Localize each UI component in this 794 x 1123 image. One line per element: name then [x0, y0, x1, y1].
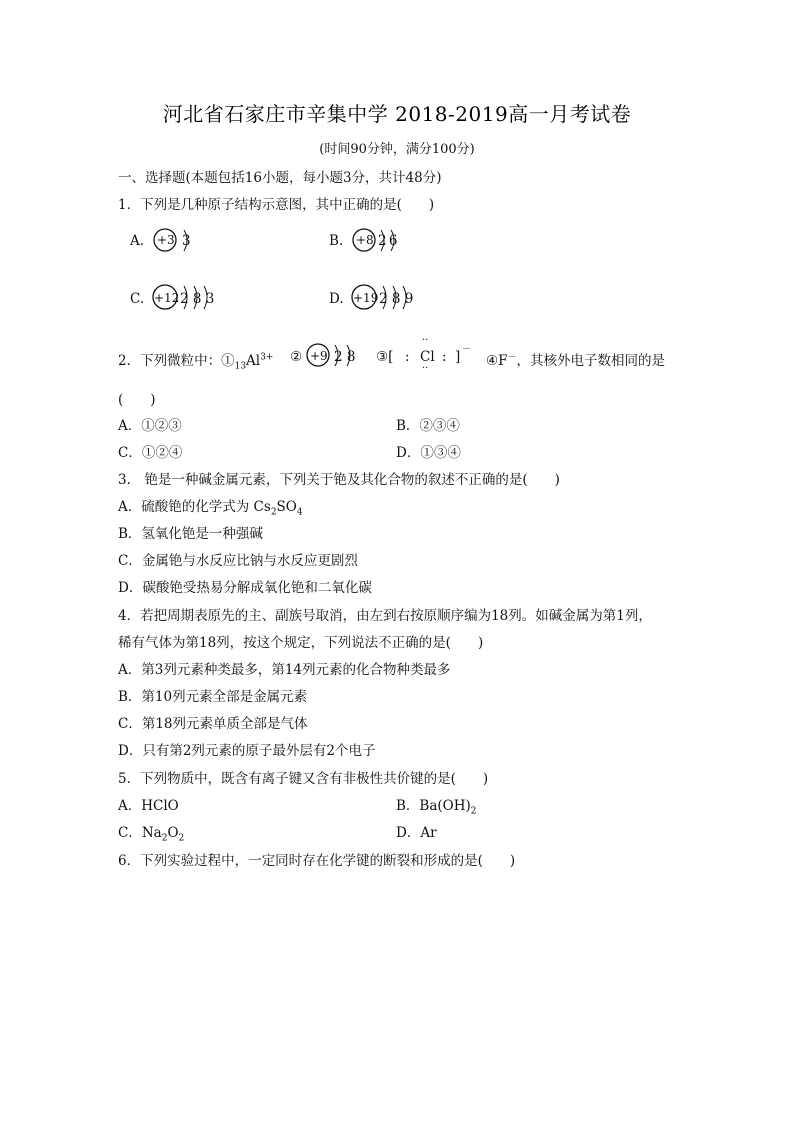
q1-option-c-label: C.	[130, 291, 145, 307]
q2-cl-left-dot: :	[405, 349, 410, 365]
q1-stem: 1．下列是几种原子结构示意图，其中正确的是( )	[118, 197, 435, 213]
q1-option-c-nucleus: +12	[154, 291, 180, 305]
q3-option-a-sub1: 2	[270, 507, 277, 518]
q1-option-d-shells: 2 8 9	[379, 291, 414, 307]
q2-option-a[interactable]: A．①②③	[118, 418, 182, 434]
q2-cl-symbol: Cl	[420, 349, 435, 365]
q3-option-d[interactable]: D．碳酸铯受热易分解成氧化铯和二氧化碳	[118, 580, 372, 596]
q3-option-a-sub2: 4	[296, 507, 303, 518]
q5-option-c-mid: O	[167, 825, 179, 841]
q1-option-a-label: A.	[130, 233, 145, 249]
q5-option-a[interactable]: A．HClO	[118, 798, 179, 814]
q5-option-d[interactable]: D．Ar	[396, 825, 437, 841]
q1-option-b-label: B.	[329, 233, 344, 249]
q3-option-a-mid: SO	[276, 499, 297, 515]
q2-al-charge: 3+	[260, 352, 274, 363]
q5-stem: 5．下列物质中，既含有离子键又含有非极性共价键的是( )	[118, 771, 489, 787]
q1-option-c-shells: 2 8 3	[180, 291, 215, 307]
q5-option-b[interactable]	[396, 794, 477, 817]
q2-cl-right-dot: :	[442, 349, 447, 365]
page-title: 河北省石家庄市辛集中学 2018-2019高一月考试卷	[162, 102, 632, 126]
q3-option-b[interactable]: B．氢氧化铯是一种强碱	[118, 526, 263, 542]
q3-option-a[interactable]	[118, 495, 303, 518]
q2-item2-shells: 2 8	[334, 349, 356, 365]
q2-option-c[interactable]: C．①②④	[118, 445, 183, 461]
q5-option-c-text: C．Na	[118, 825, 162, 841]
q2-al-atomic-number: 13	[234, 361, 247, 372]
q1-option-a-shells: 3	[182, 233, 191, 249]
q2-cl-top-dots: ··	[422, 335, 429, 346]
page-subtitle: (时间90分钟，满分100分)	[319, 142, 475, 157]
q2-prefix: 2．下列微粒中：①	[118, 353, 235, 369]
q2-blank: ( )	[118, 392, 156, 408]
q2-f-charge: －	[507, 352, 517, 363]
q2-suffix: ，其核外电子数相同的是	[516, 353, 665, 369]
q2-cl-charge: －	[462, 345, 472, 355]
q1-option-a-nucleus: +3	[157, 233, 175, 247]
q2-item3-marker: ③[	[376, 349, 394, 365]
q2-item4	[486, 349, 665, 369]
q4-stem-line2: 稀有气体为第18列，按这个规定，下列说法不正确的是( )	[118, 635, 484, 651]
q5-option-c-sub1: 2	[161, 833, 168, 844]
q5-option-c-sub2: 2	[178, 833, 185, 844]
q1-option-b-nucleus: +8	[356, 233, 374, 247]
q2-option-b[interactable]: B．②③④	[396, 418, 460, 434]
q2-item2-marker: ②	[290, 349, 303, 365]
q4-option-d[interactable]: D．只有第2列元素的原子最外层有2个电子	[118, 743, 376, 759]
q2-cl-bracket: ]	[455, 349, 461, 365]
q4-stem-line1: 4．若把周期表原先的主、副族号取消，由左到右按原顺序编为18列。如碱金属为第1列，	[118, 608, 652, 624]
q5-option-b-text: B．Ba(OH)	[396, 798, 471, 814]
q4-option-a[interactable]: A．第3列元素种类最多，第14列元素的化合物种类最多	[118, 662, 451, 678]
q1-option-d-nucleus: +19	[353, 291, 379, 305]
q2-cl-bottom-dots: ··	[422, 363, 429, 374]
q1-option-d-label: D.	[329, 291, 344, 307]
q2-al-symbol: Al	[246, 353, 261, 369]
q5-option-c[interactable]	[118, 821, 184, 844]
section-heading: 一、选择题(本题包括16小题，每小题3分，共计48分)	[118, 170, 442, 186]
q4-option-c[interactable]: C．第18列元素单质全部是气体	[118, 716, 308, 732]
q3-stem: 3. 铯是一种碱金属元素，下列关于铯及其化合物的叙述不正确的是( )	[118, 472, 560, 488]
q4-option-b[interactable]: B．第10列元素全部是金属元素	[118, 689, 308, 705]
q6-stem: 6．下列实验过程中，一定同时存在化学键的断裂和形成的是( )	[118, 853, 516, 869]
q3-option-c[interactable]: C．金属铯与水反应比钠与水反应更剧烈	[118, 553, 358, 569]
q2-option-d[interactable]: D．①③④	[396, 445, 461, 461]
q1-option-b-shells: 2 6	[378, 233, 397, 249]
q2-item2-nucleus: +9	[310, 349, 328, 363]
q3-option-a-text: A．硫酸铯的化学式为 Cs	[118, 499, 271, 515]
q2-item4-symbol: ④F	[486, 353, 508, 369]
q5-option-b-sub: 2	[470, 806, 477, 817]
q2-stem	[118, 349, 273, 372]
